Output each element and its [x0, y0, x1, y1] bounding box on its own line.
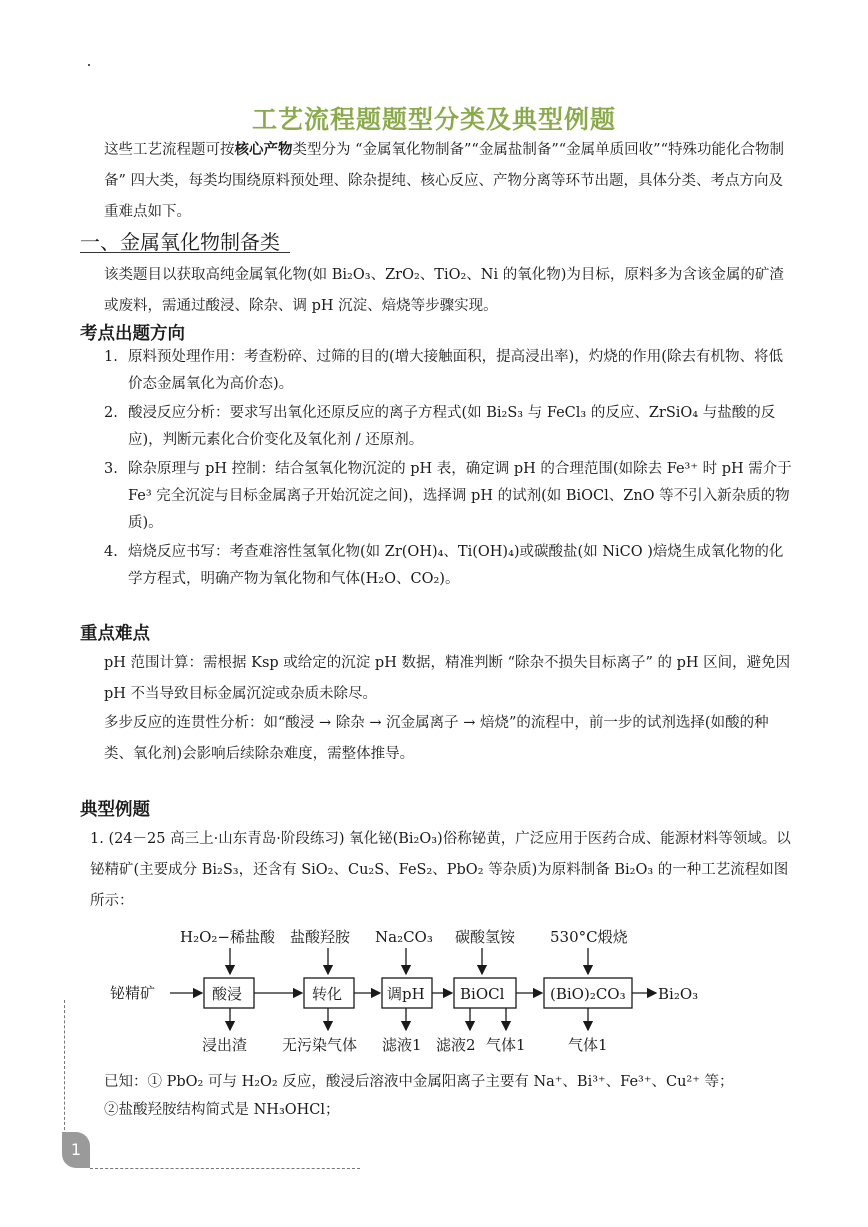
list-item: 2. 酸浸反应分析：要求写出氧化还原反应的离子方程式(如 Bi₂S₃ 与 FeCl₃ 的反应、ZrSiO₄ 与盐酸的反应)，判断元素化合价变化及氧化剂 / 还原剂。 [104, 405, 776, 448]
note-2: ②盐酸羟胺结构简式是 NH₃OHCl； [104, 1102, 340, 1118]
output-label-2: 无污染气体 [282, 1036, 358, 1054]
output-label-5: 气体1 [486, 1036, 526, 1054]
output-label-6: 气体1 [568, 1036, 608, 1054]
input-label-1: H₂O₂−稀盐酸 [180, 928, 275, 946]
page-title: 工艺流程题题型分类及典型例题 [251, 105, 616, 134]
decorative-dot [88, 64, 90, 66]
list-item: 4. 焙烧反应书写：考查难溶性氢氧化物(如 Zr(OH)₄、Ti(OH)₄)或碳酸盐(如 NiCO )焙烧生成氧化物的化学方程式，明确产物为氧化物和气体(H₂O、CO₂)。 [104, 544, 784, 587]
flow-start-label: 铋精矿 [110, 984, 156, 1002]
dashed-margin-vertical [64, 1000, 65, 1130]
notes [104, 1068, 804, 1124]
page-number: 1 [62, 1132, 90, 1168]
intro-pre: 这些工艺流程题可按 [104, 142, 235, 158]
directions-list [104, 344, 794, 595]
flow-box-3-label: 调pH [387, 985, 425, 1003]
intro-paragraph [104, 134, 794, 228]
example-heading: 典型例题 [80, 800, 150, 820]
output-label-3: 滤液1 [382, 1036, 422, 1054]
section-description: 该类题目以获取高纯金属氧化物(如 Bi₂O₃、ZrO₂、TiO₂、Ni 的氧化物)为目标，原料多为含该金属的矿渣或废料，需通过酸浸、除杂、调 pH 沉淀、焙烧等步骤实现。 [104, 267, 784, 314]
flow-box-2-label: 转化 [312, 985, 343, 1003]
list-item: 1. 原料预处理作用：考查粉碎、过筛的目的(增大接触面积，提高浸出率)，灼烧的作用(除去有机物、将低价态金属氧化为高价态)。 [104, 349, 783, 392]
intro-key: 核心产物 [234, 141, 293, 158]
difficulty-heading: 重点难点 [80, 624, 150, 644]
list-item: 3. 除杂原理与 pH 控制：结合氢氧化物沉淀的 pH 表，确定调 pH 的合理范围(如除去 Fe³⁺ 时 pH 需介于 Fe³ 完全沉淀与目标金属离子开始沉淀之间)，选择调 pH 的试剂(如 BiOCl、ZnO 等不引入新杂质的物质)。 [104, 461, 792, 531]
note-1: 已知：① PbO₂ 可与 H₂O₂ 反应，酸浸后溶液中金属阳离子主要有 Na⁺、Bi³⁺、Fe³⁺、Cu²⁺ 等； [104, 1074, 734, 1090]
output-label-1: 浸出渣 [202, 1036, 248, 1054]
difficulty-paragraph-1: pH 范围计算：需根据 Ksp 或给定的沉淀 pH 数据，精准判断 “除杂不损失目标离子” 的 pH 区间，避免因 pH 不当导致目标金属沉淀或杂质未除尽。 [104, 655, 791, 702]
difficulty-paragraph-2: 多步反应的连贯性分析：如“酸浸 → 除杂 → 沉金属离子 → 焙烧”的流程中，前一步的试剂选择(如酸的种类、氧化剂)会影响后续除杂难度，需整体推导。 [104, 715, 769, 762]
process-flow-diagram [110, 918, 730, 1058]
section-heading: 一、金属氧化物制备类 [80, 230, 280, 254]
flow-product-label: Bi₂O₃ [658, 985, 699, 1003]
flow-box-4-label: BiOCl [460, 985, 505, 1003]
intro-post: 类型分为 “金属氧化物制备”“金属盐制备”“金属单质回收”“特殊功能化合物制备” 四大类，每类均围绕原料预处理、除杂提纯、核心反应、产物分离等环节出题，具体分类、考点方向及重难点如下。 [104, 142, 784, 220]
directions-heading: 考点出题方向 [80, 324, 185, 344]
input-label-5: 530°C煅烧 [550, 928, 628, 946]
output-label-4: 滤液2 [436, 1036, 476, 1054]
example-question: 1. (24－25 高三上·山东青岛·阶段练习) 氧化铋(Bi₂O₃)俗称铋黄，广泛应用于医药合成、能源材料等领域。以铋精矿(主要成分 Bi₂S₃，还含有 SiO₂、Cu₂S、FeS₂、PbO₂ 等杂质)为原料制备 Bi₂O₃ 的一种工艺流程如图所示： [90, 831, 791, 909]
flow-box-1-label: 酸浸 [212, 985, 243, 1003]
section-underline [80, 252, 290, 253]
flow-box-5-label: (BiO)₂CO₃ [550, 985, 626, 1003]
input-label-2: 盐酸羟胺 [290, 928, 351, 946]
input-label-4: 碳酸氢铵 [455, 928, 516, 946]
dashed-margin-horizontal [90, 1168, 360, 1169]
input-label-3: Na₂CO₃ [375, 928, 433, 946]
